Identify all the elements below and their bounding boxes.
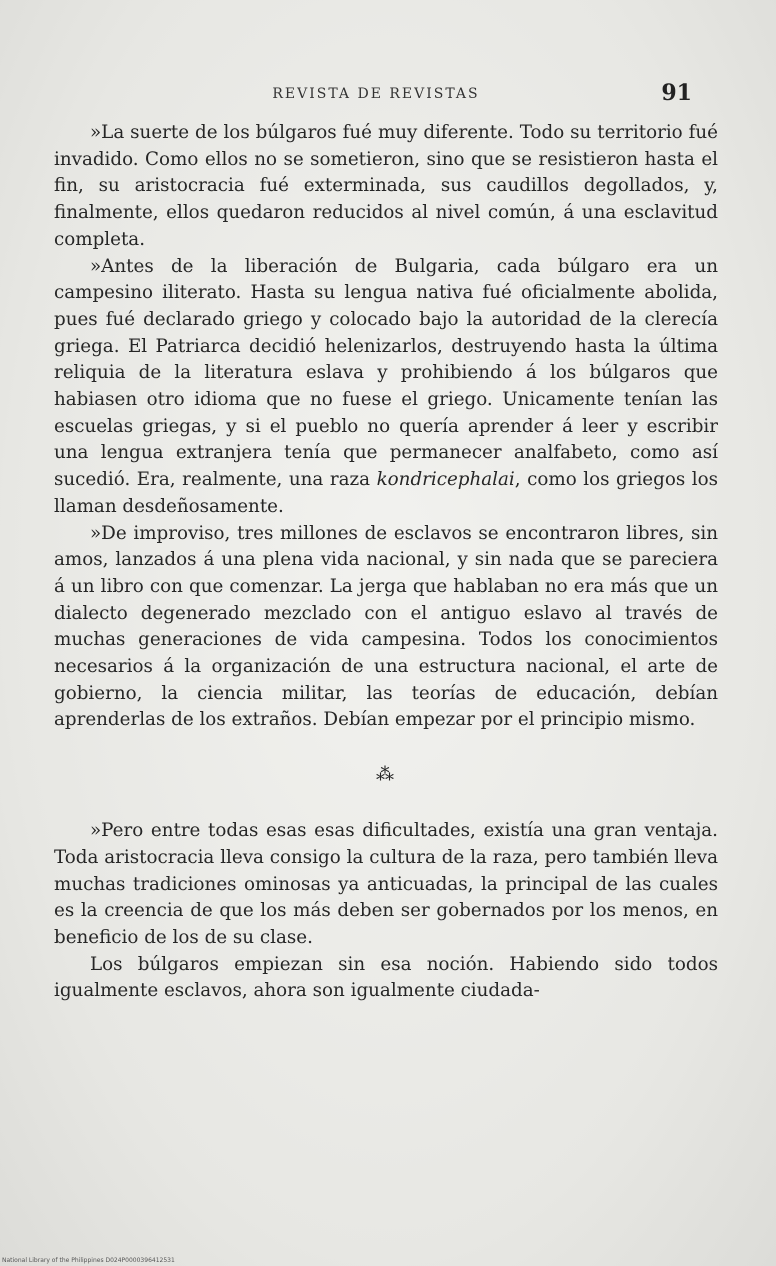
- paragraph-text: »Antes de la liberación de Bulgaria, cada búlgaro era un campesino iliterato. Hasta su lengua nativa fué oficialmente abolida, pues fué declarado griego y colocado bajo la autoridad de la clerecía griega. El Patriarca decidió helenizarlos, destruyendo hasta la última reliquia de la literatura eslava y prohibiendo á los búlgaros que habiasen otro idioma que no fuese el griego. Unicamente tenían las escuelas griegas, y si el pueblo no quería aprender á leer y escribir una lengua extranjera tenía que permanecer analfabeto, como así sucedió. Era, realmente, una raza: [54, 255, 718, 491]
- page-header: [56, 80, 696, 110]
- italic-term: kondricephalai: [376, 469, 515, 491]
- library-watermark: National Library of the Philippines D024P0000396412531: [2, 1257, 175, 1264]
- page-number: 91: [661, 80, 692, 106]
- paragraph: [54, 254, 718, 521]
- section-separator: ⁂: [376, 764, 396, 786]
- running-head: REVISTA DE REVISTAS: [272, 86, 480, 102]
- paragraph: »De improviso, tres millones de esclavos se encontraron libres, sin amos, lanzados á una plena vida nacional, y sin nada que se pareciera á un libro con que comenzar. La jerga que hablaban no era más que un dialecto degenerado mezclado con el antiguo eslavo al través de muchas generaciones de vida campesina. Todos los conocimientos necesarios á la organización de una estructura nacional, el arte de gobierno, la ciencia militar, las teorías de educación, debían aprenderlas de los extraños. Debían empezar por el principio mismo.: [54, 522, 718, 731]
- paragraph-text: , como los griegos los llaman desdeñosamente.: [54, 469, 718, 517]
- paragraph: »Pero entre todas esas esas dificultades, existía una gran ventaja. Toda aristocracia lleva consigo la cultura de la raza, pero también lleva muchas tradiciones ominosas ya anticuadas, la principal de las cuales es la creencia de que los más deben ser gobernados por los menos, en beneficio de los de su clase.: [54, 820, 718, 948]
- article-body: [54, 120, 718, 1005]
- paragraph: Los búlgaros empiezan sin esa noción. Habiendo sido todos igualmente esclavos, ahora son igualmente ciudada-: [54, 953, 718, 1002]
- paragraph: »La suerte de los búlgaros fué muy diferente. Todo su territorio fué invadido. Como ellos no se sometieron, sino que se resistieron hasta el fin, su aristocracia fué exterminada, sus caudillos degollados, y, finalmente, ellos quedaron reducidos al nivel común, á una esclavitud completa.: [54, 122, 718, 250]
